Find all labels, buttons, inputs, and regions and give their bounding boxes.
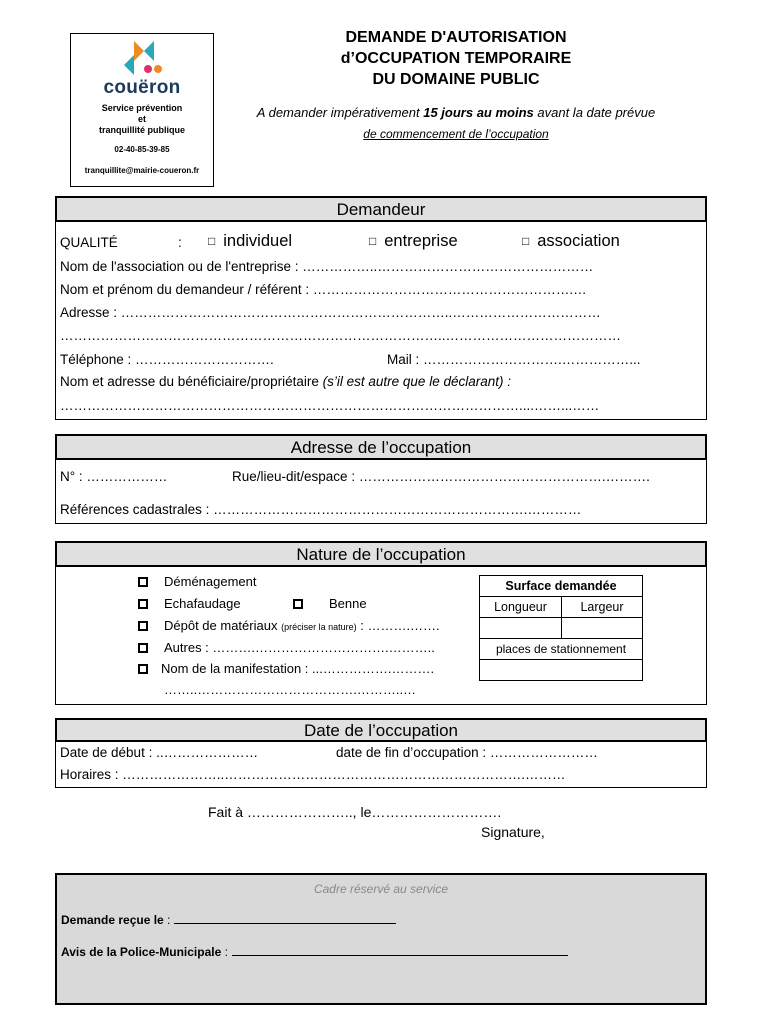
field-beneficiaire-label: Nom et adresse du bénéficiaire/propriétaire (s’il est autre que le déclarant) : <box>60 374 511 389</box>
field-rue[interactable]: Rue/lieu-dit/espace : ……………………………………………….………. <box>232 469 650 484</box>
field-fait-a[interactable]: Fait à ………………….., le………………………. <box>208 804 502 820</box>
surface-table <box>479 575 643 681</box>
checkbox-icon[interactable]: □ <box>522 234 530 248</box>
field-adresse[interactable]: Adresse : ………………………………………………………………..…………………………… <box>60 305 601 320</box>
col-longueur: Longueur <box>480 597 562 618</box>
field-beneficiaire[interactable]: …………………………………………………………………………………………....……...…… <box>60 398 600 413</box>
section-heading-date: Date de l’occupation <box>55 718 707 742</box>
col-largeur: Largeur <box>562 597 643 618</box>
signature-label: Signature, <box>481 824 545 840</box>
field-demande-recue[interactable]: Demande reçue le : <box>61 913 396 927</box>
checkbox-icon[interactable]: □ <box>208 234 216 248</box>
checkbox-demenagement[interactable] <box>138 577 148 587</box>
field-avis-police[interactable]: Avis de la Police-Municipale : <box>61 945 568 959</box>
subtitle-deadline: A demander impérativement 15 jours au moins avant la date prévue <box>256 105 656 120</box>
qualite-colon: : <box>178 235 182 250</box>
surface-heading: Surface demandée <box>480 576 643 597</box>
checkbox-icon[interactable]: □ <box>369 234 377 248</box>
section-demandeur <box>55 196 707 420</box>
qualite-row <box>60 232 700 250</box>
field-date-debut[interactable]: Date de début : ..………………… <box>60 745 259 760</box>
section-heading-nature: Nature de l’occupation <box>55 541 707 567</box>
field-date-fin[interactable]: date de fin d’occupation : …………………… <box>336 745 598 760</box>
section-heading-demandeur: Demandeur <box>55 196 707 222</box>
checkbox-depot[interactable] <box>138 621 148 631</box>
option-individuel[interactable]: □ individuel <box>208 232 293 250</box>
checkbox-autres[interactable] <box>138 643 148 653</box>
checkbox-echafaudage[interactable] <box>138 599 148 609</box>
service-line3: tranquillité publique <box>99 125 185 135</box>
label-benne: Benne <box>329 596 367 611</box>
label-echafaudage: Echafaudage <box>164 596 241 611</box>
section-date <box>55 718 707 788</box>
option-association[interactable]: □ association <box>522 232 620 250</box>
service-phone: 02-40-85-39-85 <box>114 145 170 154</box>
title-line2: d’OCCUPATION TEMPORAIRE <box>340 50 572 67</box>
input-longueur[interactable] <box>480 618 562 639</box>
section-reserved <box>55 873 707 1005</box>
title-line1: DEMANDE D'AUTORISATION <box>345 29 567 46</box>
label-places: places de stationnement <box>480 639 643 660</box>
field-cadastre[interactable]: Références cadastrales : …………………………………………………………….………… <box>60 502 582 517</box>
section-heading-adresse: Adresse de l’occupation <box>55 434 707 460</box>
subtitle-start: de commencement de l’occupation <box>363 127 549 141</box>
title-line3: DU DOMAINE PUBLIC <box>372 71 540 88</box>
logo-text: couëron <box>103 77 181 98</box>
label-demenagement: Déménagement <box>164 574 257 589</box>
checkbox-manifestation[interactable] <box>138 664 148 674</box>
field-manifestation-cont[interactable]: ……..……………………………….………..… <box>164 682 417 697</box>
field-manifestation[interactable]: Nom de la manifestation : ...…………….………. <box>161 661 435 676</box>
reserved-title: Cadre réservé au service <box>313 882 449 896</box>
service-line2: et <box>137 114 146 124</box>
qualite-label: QUALITÉ <box>60 235 118 250</box>
field-horaires[interactable]: Horaires : …………………..………………………………………………………….……… <box>60 767 566 782</box>
field-autres[interactable]: Autres : ……….………………………….……….. <box>164 640 435 655</box>
input-largeur[interactable] <box>562 618 643 639</box>
field-mail[interactable]: Mail : ………………………….……………... <box>387 352 641 367</box>
checkbox-benne[interactable] <box>293 599 303 609</box>
field-nom-association[interactable]: Nom de l'association ou de l'entreprise : ……………..………………………………………… <box>60 259 594 274</box>
section-nature <box>55 541 707 705</box>
field-numero[interactable]: N° : ……………… <box>60 469 168 484</box>
input-places[interactable] <box>480 660 643 681</box>
field-nom-prenom[interactable]: Nom et prénom du demandeur / référent : ………………………………………………….… <box>60 282 587 297</box>
section-adresse <box>55 434 707 524</box>
logo-box <box>70 33 214 187</box>
label-depot[interactable]: Dépôt de matériaux (préciser la nature) : ……….……. <box>164 618 440 633</box>
field-telephone[interactable]: Téléphone : …………………………. <box>60 352 274 367</box>
field-adresse-cont[interactable]: …………………………………………………………………………..………………………………… <box>60 328 622 343</box>
service-email: tranquillite@mairie-coueron.fr <box>84 166 200 175</box>
option-entreprise[interactable]: □ entreprise <box>369 232 458 250</box>
service-line1: Service prévention <box>101 103 183 113</box>
